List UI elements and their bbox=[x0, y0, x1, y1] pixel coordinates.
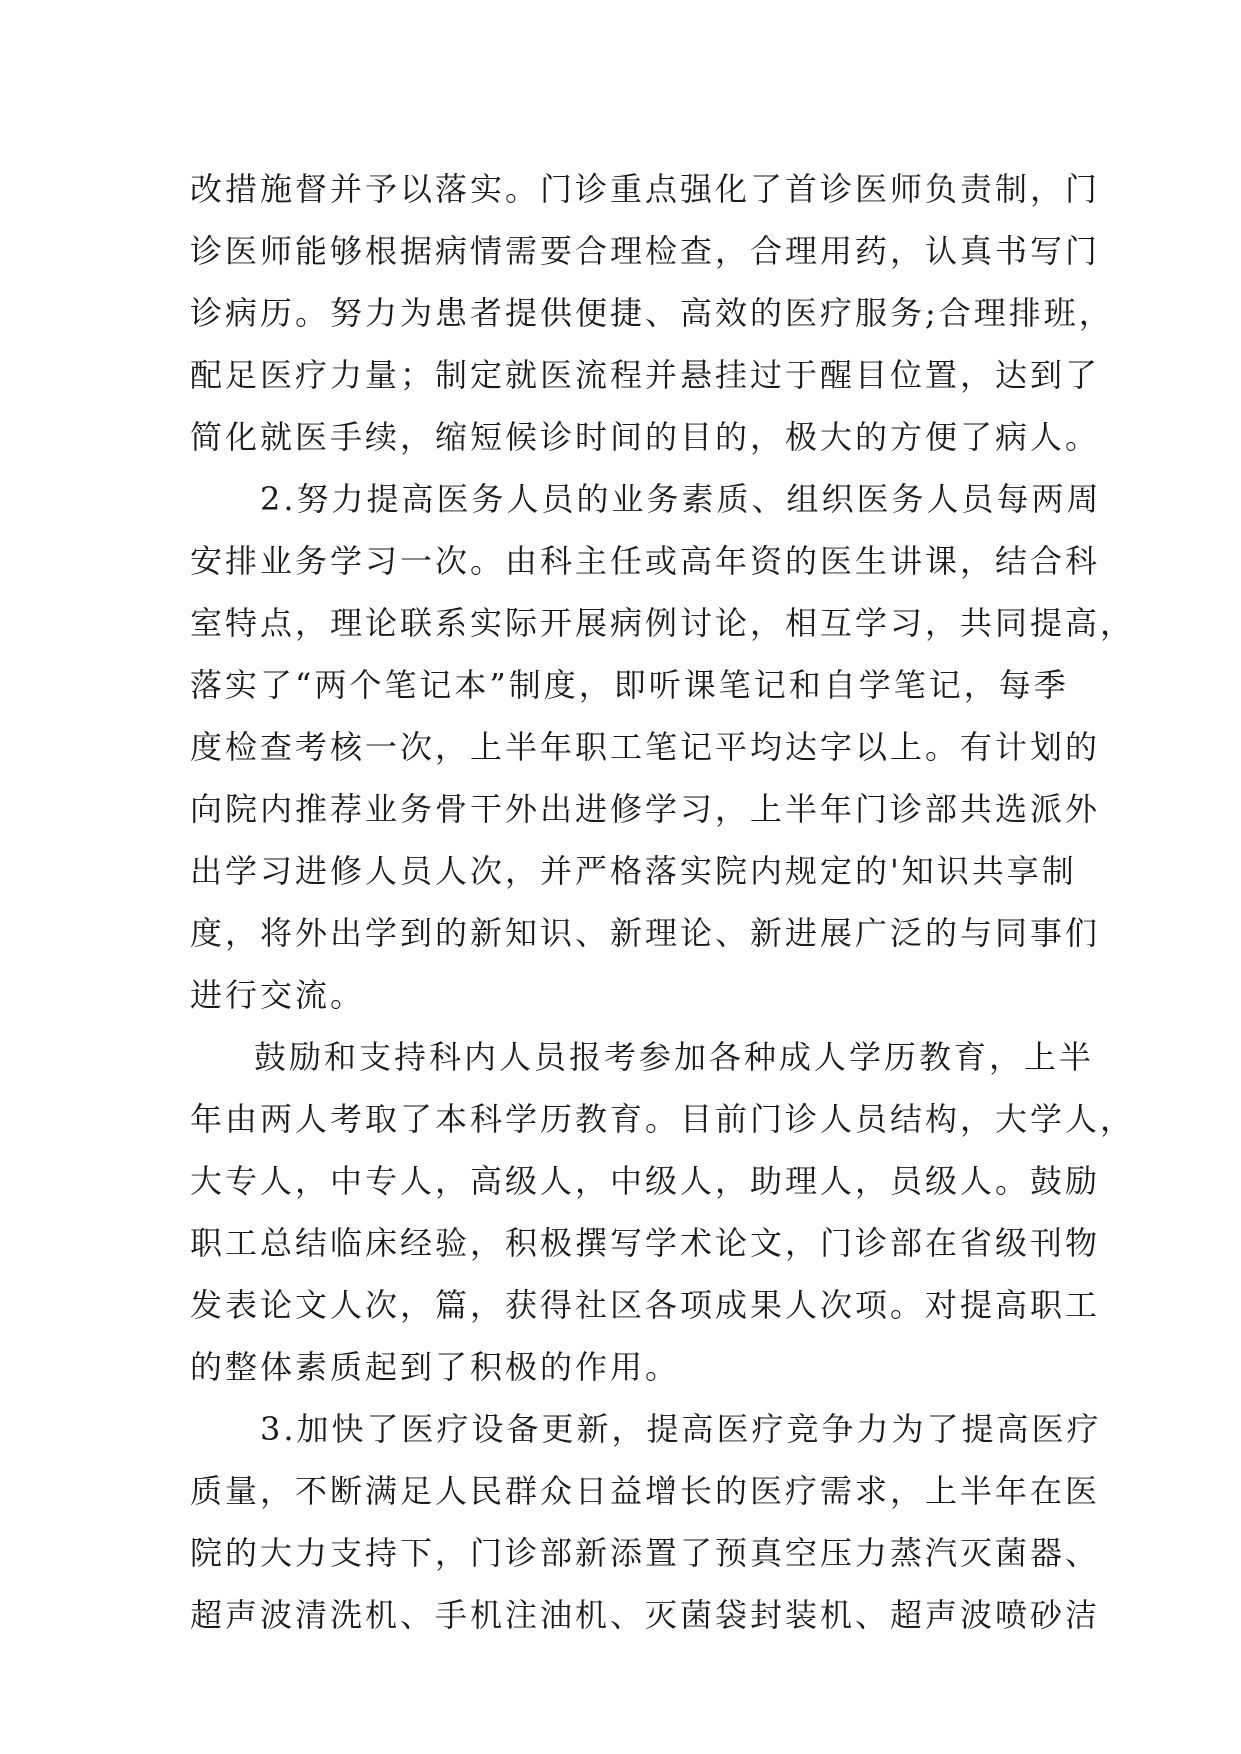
text-line: 质量，不断满足人民群众日益增长的医疗需求，上半年在医 bbox=[190, 1472, 1101, 1510]
text-line: 出学习进修人员人次，并严格落实院内规定的'知识共享制 bbox=[190, 852, 1077, 890]
text-line: 室特点，理论联系实际开展病例讨论，相互学习，共同提高， bbox=[190, 604, 1136, 642]
text-line: 度，将外出学到的新知识、新理论、新进展广泛的与同事们 bbox=[190, 914, 1101, 952]
text-line: 安排业务学习一次。由科主任或高年资的医生讲课，结合科 bbox=[190, 542, 1101, 580]
text-line: 落实了“两个笔记本”制度，即听课笔记和自学笔记，每季 bbox=[190, 666, 1069, 704]
text-line: 配足医疗力量；制定就医流程并悬挂过于醒目位置，达到了 bbox=[190, 356, 1101, 394]
text-line: 年由两人考取了本科学历教育。目前门诊人员结构，大学人， bbox=[190, 1100, 1136, 1138]
text-line: 度检查考核一次，上半年职工笔记平均达字以上。有计划的 bbox=[190, 728, 1101, 766]
text-line: 诊病历。努力为患者提供便捷、高效的医疗服务;合理排班， bbox=[190, 294, 1114, 332]
text-line: 进行交流。 bbox=[190, 976, 366, 1014]
text-line: 简化就医手续，缩短候诊时间的目的，极大的方便了病人。 bbox=[190, 418, 1101, 456]
text-line: 职工总结临床经验，积极撰写学术论文，门诊部在省级刊物 bbox=[190, 1224, 1101, 1262]
text-line: 向院内推荐业务骨干外出进修学习，上半年门诊部共选派外 bbox=[190, 790, 1101, 828]
text-line: 改措施督并予以落实。门诊重点强化了首诊医师负责制，门 bbox=[190, 170, 1101, 208]
text-line: 的整体素质起到了积极的作用。 bbox=[190, 1348, 681, 1386]
text-line: 发表论文人次，篇，获得社区各项成果人次项。对提高职工 bbox=[190, 1286, 1101, 1324]
text-line: 院的大力支持下，门诊部新添置了预真空压力蒸汽灭菌器、 bbox=[190, 1534, 1101, 1572]
paragraph-encourage-start: 鼓励和支持科内人员报考参加各种成人学历教育，上半 bbox=[254, 1038, 1095, 1076]
text-line: 诊医师能够根据病情需要合理检查，合理用药，认真书写门 bbox=[190, 232, 1101, 270]
document-body bbox=[190, 158, 1136, 1646]
paragraph-2-start: 2.努力提高医务人员的业务素质、组织医务人员每两周 bbox=[260, 480, 1102, 518]
paragraph-3-start: 3.加快了医疗设备更新，提高医疗竞争力为了提高医疗 bbox=[260, 1410, 1102, 1448]
text-line: 超声波清洗机、手机注油机、灭菌袋封装机、超声波喷砂洁 bbox=[190, 1596, 1101, 1634]
text-line: 大专人，中专人，高级人，中级人，助理人，员级人。鼓励 bbox=[190, 1162, 1101, 1200]
